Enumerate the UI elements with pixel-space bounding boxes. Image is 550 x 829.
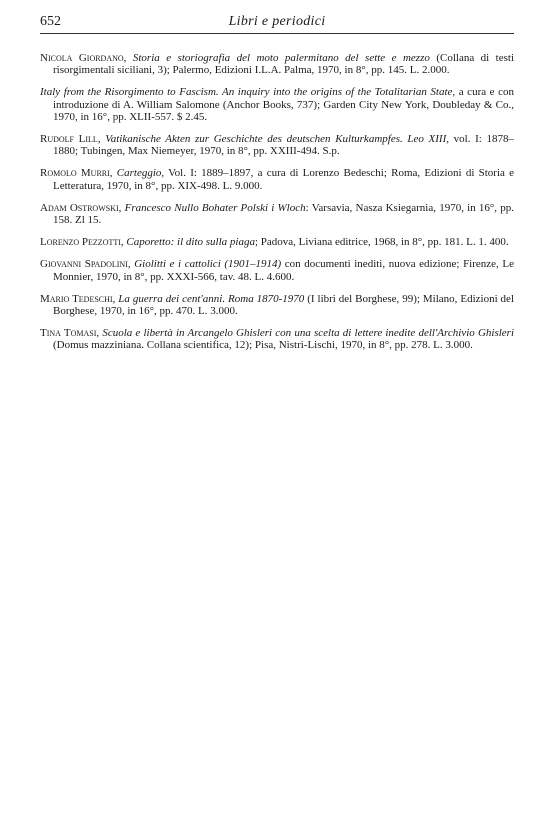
entry-details: a cura e con introduzione di A. William Salomone (Anchor Books, 737); Garden City New York, Doubleday & Co., 1970, in 16°, pp. XLII-557. $ 2.45.: [53, 86, 515, 123]
entry-author: Adam Ostrowski: [40, 201, 119, 214]
entry-author: Lorenzo Pezzotti: [40, 236, 121, 249]
entry-separator: ,: [109, 167, 117, 180]
entry-title: La guerra dei cent'anni. Roma 1870-1970: [118, 292, 305, 305]
entry-author: Rudolf Lill: [40, 133, 98, 146]
entry-author: Giovanni Spadolini: [40, 258, 128, 271]
entry-author: Tina Tomasi: [40, 327, 97, 340]
entry-details: vol. I: 1878–1880; Tubingen, Max Niemeyer, 1970, in 8°, pp. XXIII-494. S.p.: [53, 133, 515, 158]
bibliography-entry: [40, 133, 514, 157]
bibliography-entry: [40, 258, 514, 282]
page-header: [40, 14, 514, 34]
entry-title: Giolitti e i cattolici (1901–1914): [134, 258, 282, 271]
bibliography-entry: [40, 86, 514, 123]
bibliography-entry: [40, 167, 514, 191]
entry-details: (I libri del Borghese, 99); Milano, Edizioni del Borghese, 1970, in 16°, pp. 470. L. 3.000.: [53, 292, 515, 318]
bibliography-entry: [40, 327, 514, 351]
entry-details: : Varsavia, Nasza Ksiegarnia, 1970, in 16°, pp. 158. Zl 15.: [53, 201, 515, 227]
entry-separator: ,: [118, 201, 125, 214]
entry-title: Italy from the Risorgimento to Fascism. An inquiry into the origins of the Totalitarian State,: [40, 86, 456, 99]
entry-title: Scuola e libertà in Arcangelo Ghisleri con una scelta di lettere inedite dell'Archivio Ghisleri: [102, 327, 514, 340]
running-title: Libri e periodici: [228, 14, 326, 29]
bibliography-entry: [40, 52, 514, 76]
entry-separator: ,: [120, 236, 127, 249]
entry-author: Nicola Giordano: [40, 52, 124, 64]
entry-title: Carteggio,: [116, 167, 165, 180]
bibliography-entry: [40, 202, 514, 226]
bibliography-entry: [40, 236, 514, 248]
entry-separator: ,: [96, 327, 103, 340]
entry-separator: ,: [97, 133, 106, 146]
entry-title: Francesco Nullo Bohater Polski i Wloch: [124, 201, 306, 214]
entry-separator: ,: [123, 52, 133, 64]
entry-author: Mario Tedeschi: [40, 292, 113, 305]
entry-title: Caporetto: il dito sulla piaga: [126, 236, 255, 249]
header-rule: [40, 33, 514, 34]
entry-details: con documenti inediti, nuova edizione; Firenze, Le Monnier, 1970, in 8°, pp. XXXI-566, tav. 48. L. 4.600.: [53, 258, 514, 283]
entry-title: Vatikanische Akten zur Geschichte des deutschen Kulturkampfes. Leo XIII,: [105, 133, 450, 146]
page-number: 652: [40, 14, 61, 29]
bibliography-entry: [40, 293, 514, 317]
entry-separator: ,: [127, 258, 135, 271]
entry-details: ; Padova, Liviana editrice, 1968, in 8°, pp. 181. L. 1. 400.: [254, 236, 509, 249]
bibliography-list: [40, 52, 514, 362]
entry-separator: ,: [112, 292, 119, 305]
entry-title: Storia e storiografia del moto palermitano del sette e mezzo: [132, 52, 430, 64]
entry-author: Romolo Murri: [40, 167, 110, 180]
entry-details: (Collana di testi risorgimentali siciliani, 3); Palermo, Edizioni I.L.A. Palma, 1970, in 8°, pp. 145. L. 2.000.: [53, 52, 514, 77]
entry-details: (Domus mazziniana. Collana scientifica, 12); Pisa, Nistri-Lischi, 1970, in 8°, pp. 278. L. 3.000.: [53, 339, 473, 352]
entry-details: Vol. I: 1889–1897, a cura di Lorenzo Bedeschi; Roma, Edizioni di Storia e Letteratura, 1970, in 8°, pp. XIX-498. L. 9.000.: [53, 167, 514, 192]
